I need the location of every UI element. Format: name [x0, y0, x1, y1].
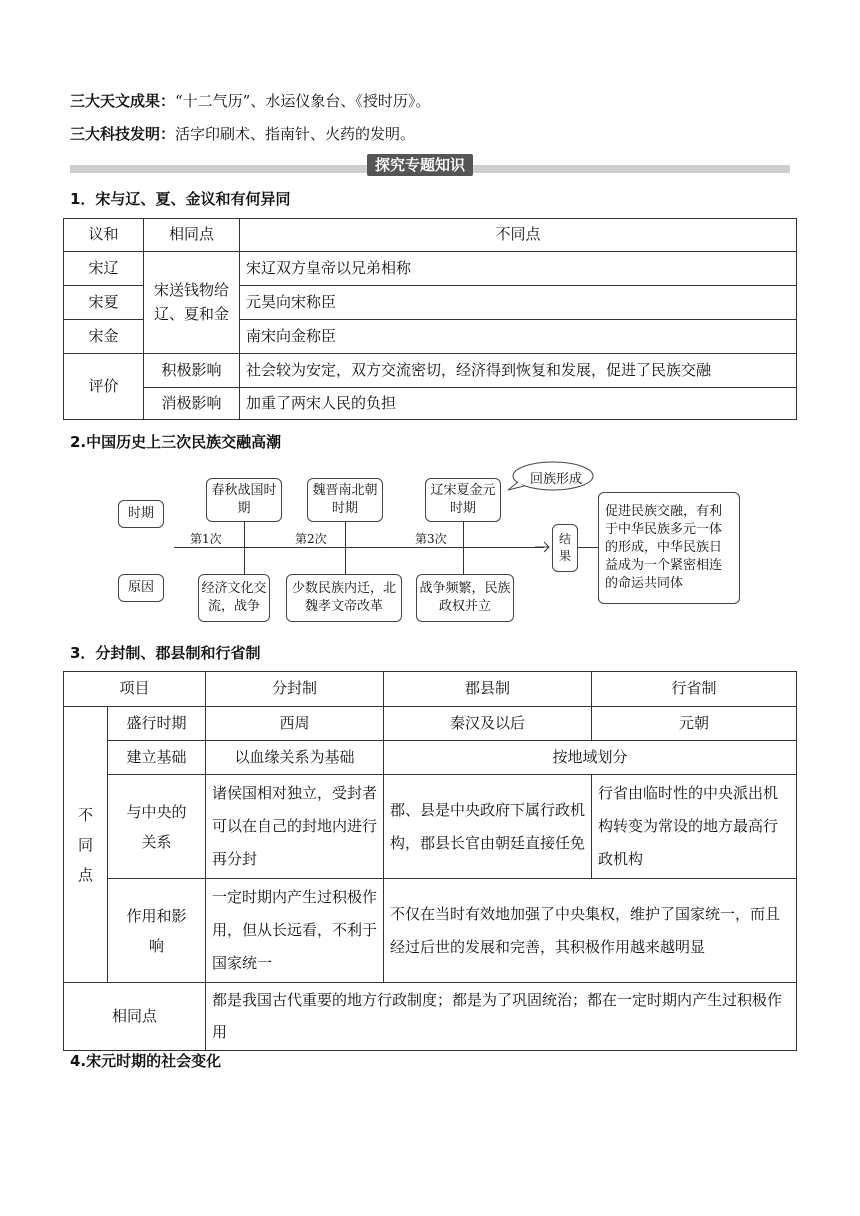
cell: 不仅在当时有效地加强了中央集权，维护了国家统一，而且经过后世的发展和完善，其积极作用越来越明显 [384, 879, 797, 983]
reason-box: 战争频繁，民族政权并立 [416, 574, 514, 622]
header-cell: 郡县制 [384, 672, 592, 707]
arrow-icon [535, 540, 551, 554]
table-row [64, 672, 797, 707]
cell: 一定时期内产生过积极作用，但从长远看，不利于国家统一 [206, 879, 384, 983]
cell: 郡、县是中央政府下属行政机构，郡县长官由朝廷直接任免 [384, 775, 592, 879]
same-text: 都是我国古代重要的地方行政制度；都是为了巩固统治；都在一定时期内产生过积极作用 [206, 983, 797, 1051]
period-box: 魏晋南北朝时期 [307, 478, 383, 522]
cell: 元朝 [592, 707, 797, 741]
result-connector [578, 547, 598, 548]
diff-label: 不同点 [64, 707, 108, 983]
bubble-text: 回族形成 [530, 472, 583, 487]
cell: 以血缘关系为基础 [206, 741, 384, 775]
cell: 西周 [206, 707, 384, 741]
diff-cell: 元昊向宋称臣 [240, 286, 797, 320]
row-name: 宋夏 [64, 286, 144, 320]
table-row [64, 741, 797, 775]
table-row [64, 388, 797, 420]
row-label: 与中央的关系 [108, 775, 206, 879]
negative-text: 加重了两宋人民的负担 [240, 388, 797, 420]
astronomy-label: 三大天文成果： [70, 92, 176, 110]
same-label: 相同点 [64, 983, 206, 1051]
result-label: 结果 [552, 524, 578, 572]
invention-text: 活字印刷术、指南针、火药的发明。 [175, 125, 416, 143]
period-box: 辽宋夏金元时期 [425, 478, 501, 522]
row-name: 宋辽 [64, 252, 144, 286]
header-cell: 不同点 [240, 219, 797, 252]
section-banner: 探究专题知识 [367, 154, 473, 176]
table-row [64, 354, 797, 388]
table-row [64, 983, 797, 1051]
system-compare-table [63, 671, 797, 1051]
order-label: 第3次 [415, 532, 447, 546]
header-cell: 议和 [64, 219, 144, 252]
section2-title: 2.中国历史上三次民族交融高潮 [70, 433, 282, 451]
invention-line [70, 123, 415, 144]
peace-treaty-table [63, 218, 797, 420]
table-row [64, 879, 797, 983]
table-row [64, 219, 797, 252]
section1-title: 1．宋与辽、夏、金议和有何异同 [70, 190, 291, 208]
header-cell: 相同点 [144, 219, 240, 252]
table-row [64, 707, 797, 741]
section4-title: 4.宋元时期的社会变化 [70, 1052, 222, 1070]
header-cell: 行省制 [592, 672, 797, 707]
eval-label: 评价 [64, 354, 144, 420]
table-row [64, 775, 797, 879]
row-label: 盛行时期 [108, 707, 206, 741]
diff-cell: 南宋向金称臣 [240, 320, 797, 354]
table-row [64, 252, 797, 286]
period-label: 时期 [118, 500, 164, 528]
result-box: 促进民族交融，有利于中华民族多元一体的形成，中华民族日益成为一个紧密相连的命运共同体 [598, 492, 740, 604]
same-cell: 宋送钱物给辽、夏和金 [144, 252, 240, 354]
astronomy-line [70, 90, 430, 111]
row-name: 宋金 [64, 320, 144, 354]
order-label: 第1次 [190, 532, 222, 546]
reason-box: 经济文化交流，战争 [198, 574, 270, 622]
order-label: 第2次 [295, 532, 327, 546]
timeline-line [174, 547, 544, 548]
cell: 按地域划分 [384, 741, 797, 775]
row-label: 建立基础 [108, 741, 206, 775]
connector-3 [463, 522, 464, 574]
cell: 行省由临时性的中央派出机构转变为常设的地方最高行政机构 [592, 775, 797, 879]
fusion-diagram [110, 458, 750, 633]
reason-label: 原因 [118, 574, 164, 602]
invention-label: 三大科技发明： [70, 125, 176, 143]
cell: 秦汉及以后 [384, 707, 592, 741]
header-cell: 分封制 [206, 672, 384, 707]
header-cell: 项目 [64, 672, 206, 707]
period-box: 春秋战国时期 [206, 478, 282, 522]
negative-label: 消极影响 [144, 388, 240, 420]
diff-cell: 宋辽双方皇帝以兄弟相称 [240, 252, 797, 286]
connector-2 [345, 522, 346, 574]
section3-title: 3．分封制、郡县制和行省制 [70, 644, 261, 662]
cell: 诸侯国相对独立，受封者可以在自己的封地内进行再分封 [206, 775, 384, 879]
connector-1 [244, 522, 245, 574]
reason-box: 少数民族内迁，北魏孝文帝改革 [286, 574, 402, 622]
astronomy-text: “十二气历”、水运仪象台、《授时历》。 [175, 92, 431, 110]
positive-label: 积极影响 [144, 354, 240, 388]
positive-text: 社会较为安定，双方交流密切，经济得到恢复和发展，促进了民族交融 [240, 354, 797, 388]
row-label: 作用和影响 [108, 879, 206, 983]
